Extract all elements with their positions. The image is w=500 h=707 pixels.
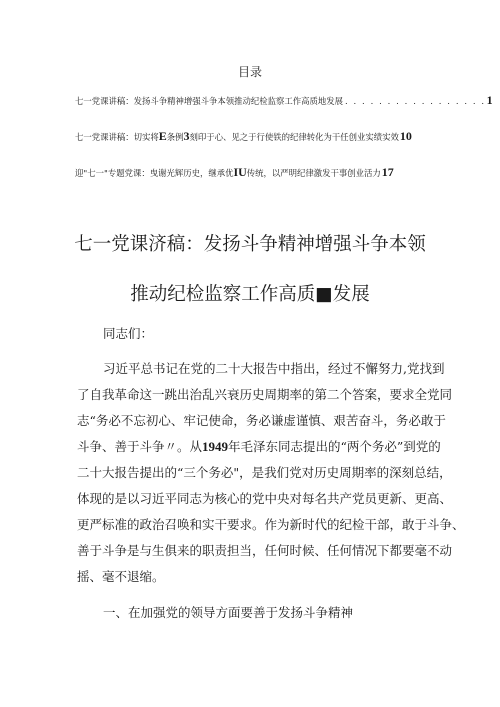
- toc-entry-2[interactable]: [75, 129, 427, 144]
- article-title-line-2: 推动纪检监察工作高质■发展: [130, 284, 370, 305]
- toc-page-number: 1: [486, 93, 493, 107]
- toc-entry-3[interactable]: [75, 165, 427, 180]
- toc-title: 目录: [237, 65, 262, 79]
- paragraph-line: 善于斗争是与生俱来的职责担当，任何时候、任何情况下都要毫不动: [77, 543, 453, 558]
- toc-entry-glyph: IU: [233, 165, 247, 179]
- paragraph-line: 摇、毫不退缩。: [77, 569, 165, 584]
- section-heading: 一、在加强党的领导方面要善于发扬斗争精神: [103, 605, 354, 620]
- toc-page-number: 17: [381, 165, 394, 179]
- paragraph-line: 二十大报告提出的“三个务必"，是我们党对历史周期率的深刻总结，: [77, 465, 452, 480]
- paragraph-line: 志“务必不忘初心、牢记使命，务必谦虚谨慎、艰苦奋斗，务必敢于: [77, 413, 446, 428]
- paragraph-text: 斗争、善于斗争〃。从: [77, 439, 203, 454]
- toc-entry-text: 迎"七一"专题党课：曳谢光辉历史，继承优: [75, 168, 234, 178]
- salutation: 同志们：: [103, 326, 154, 341]
- toc-page-number: 10: [399, 129, 412, 143]
- paragraph-line: 体现的是以习近平同志为核心的党中央对每名共产党员更新、更高、: [77, 491, 453, 506]
- toc-entry-glyph: E: [158, 129, 167, 143]
- toc-leader-dots: . . . . . . . . . . . . . . . . .: [345, 96, 486, 106]
- article-title-line-1: 七一党课济稿：发扬斗争精神增强斗争本领: [74, 234, 426, 255]
- year-number: 1949: [202, 439, 229, 454]
- toc-entry-text: 条例: [166, 132, 184, 142]
- toc-entry-1[interactable]: [75, 93, 493, 108]
- paragraph-line: 更严标准的政治召唤和实干要求。作为新时代的纪检干部，敢于斗争、: [77, 517, 465, 532]
- paragraph-line: 习近平总书记在党的二十大报告中指出，经过不懈努力,党找到: [103, 361, 445, 376]
- toc-entry-text: 传统，以严明纪律激发干事创业活力: [246, 168, 381, 178]
- paragraph-text: 年毛泽东同志提出的“两个务必”到党的: [228, 439, 441, 454]
- paragraph-line: [77, 436, 441, 458]
- toc-entry-glyph: 3: [183, 129, 190, 143]
- paragraph-line: 了自我革命这一跳出治乱兴衰历史周期率的第二个答案，要求全党同: [77, 387, 453, 402]
- toc-entry-text: 刻印于心、见之于行使铁的纪律转化为干任创业实绩实效: [189, 132, 399, 142]
- toc-entry-text: 七一党课讲稿：发扬斗争精神增强斗争本领推动纪检监察工作高质地发展: [75, 96, 343, 106]
- toc-entry-text: 七一党课讲稿：切实将: [75, 132, 159, 142]
